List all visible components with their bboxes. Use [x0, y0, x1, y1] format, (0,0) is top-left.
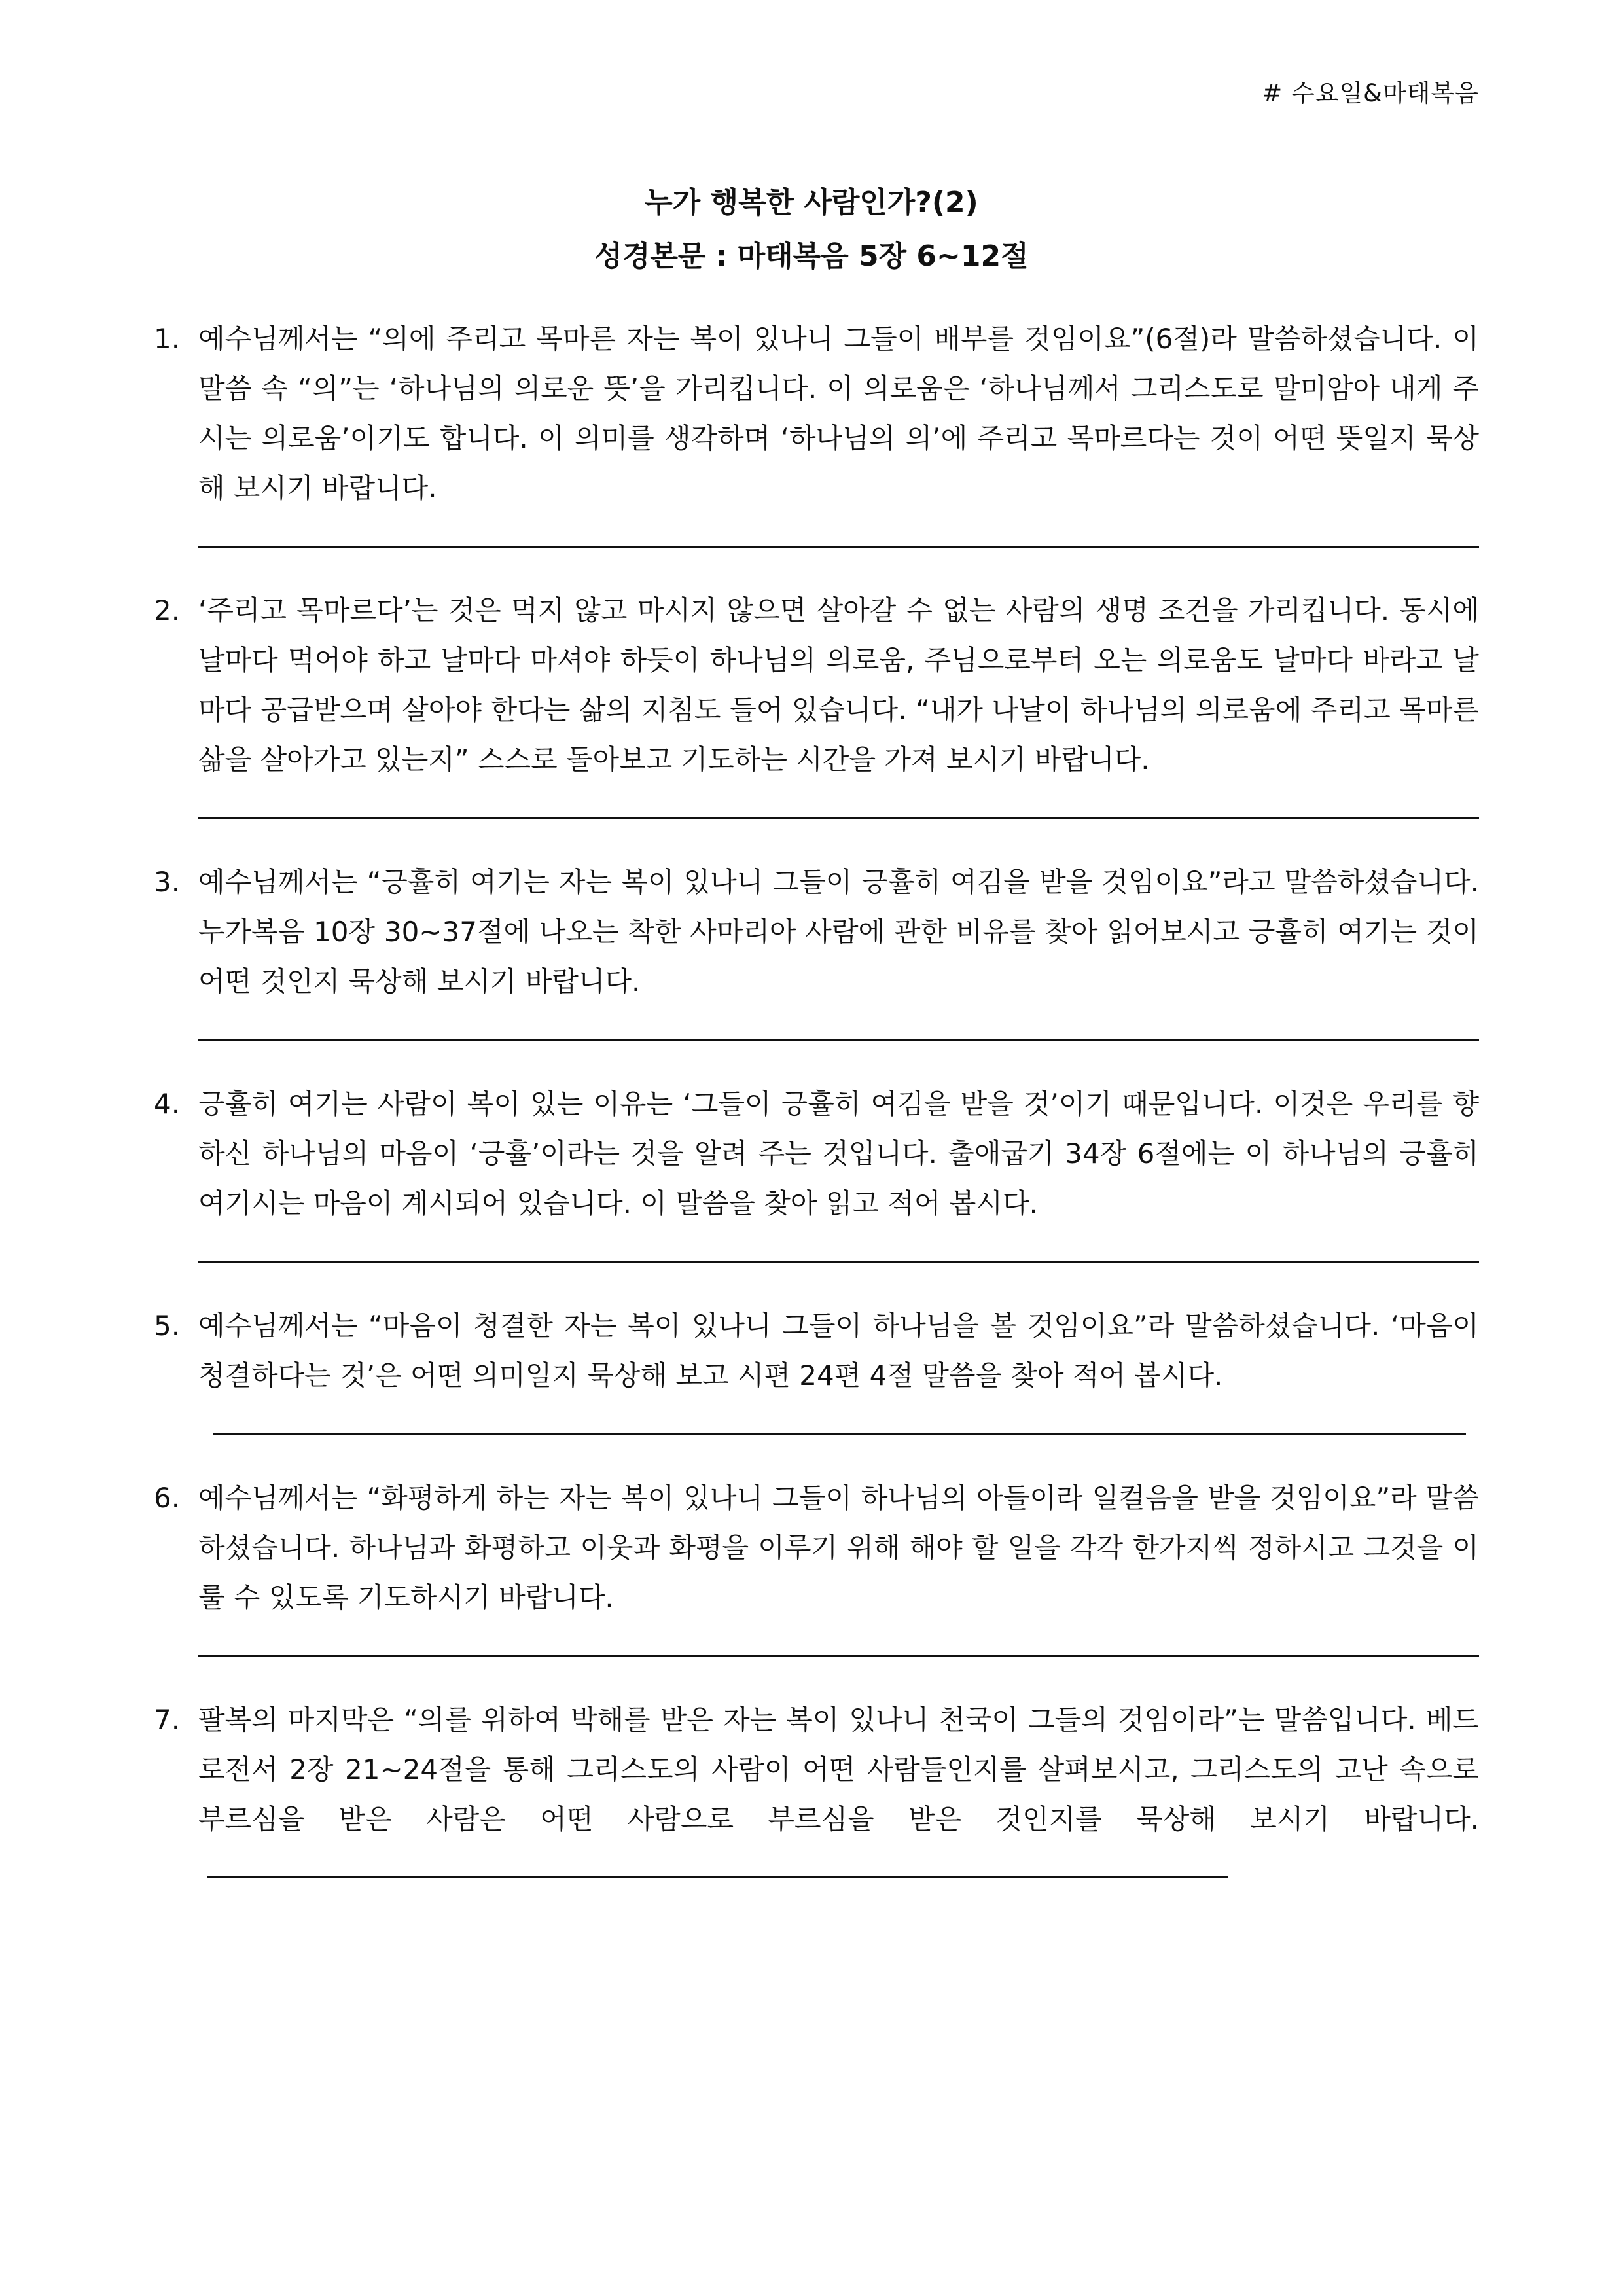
answer-line[interactable] — [198, 817, 1479, 819]
question-text: ‘주리고 목마르다’는 것은 먹지 않고 마시지 않으면 살아갈 수 없는 사람의 생명 조건을 가리킵니다. 동시에 날마다 먹어야 하고 날마다 마셔야 하듯이 하나님의 의로움, 주님으로부터 오는 의로움도 날마다 바라고 날마다 공급받으며 살아야 한다는 삶의 지침도 들어 있습니다. “내가 나날이 하나님의 의로움에 주리고 목마른 삶을 살아가고 있는지” 스스로 돌아보고 기도하는 시간을 가져 보시기 바랍니다. — [198, 594, 1479, 776]
question-text-content: 팔복의 마지막은 “의를 위하여 박해를 받은 자는 복이 있나니 천국이 그들의 것임이라”는 말씀입니다. 베드로전서 2장 21~24절을 통해 그리스도의 사람이 어떤 사람들인지를 살펴보시고, 그리스도의 고난 속으로 부르심을 받은 사람은 어떤 사람으로 부르심을 받은 것인지를 묵상해 보시기 바랍니다. — [198, 1704, 1479, 1835]
question-number: 1. — [154, 323, 181, 355]
answer-line[interactable] — [198, 546, 1479, 548]
question-item — [154, 314, 1479, 513]
question-text: 예수님께서는 “의에 주리고 목마른 자는 복이 있나니 그들이 배부를 것임이요”(6절)라 말씀하셨습니다. 이 말씀 속 “의”는 ‘하나님의 의로운 뜻’을 가리킵니다. 이 의로움은 ‘하나님께서 그리스도로 말미암아 내게 주시는 의로움’이기도 합니다. 이 의미를 생각하며 ‘하나님의 의’에 주리고 목마르다는 것이 어떤 뜻일지 묵상해 보시기 바랍니다. — [198, 323, 1479, 504]
question-item — [154, 586, 1479, 785]
question-number: 7. — [154, 1704, 181, 1736]
page-title: 누가 행복한 사람인가?(2) — [645, 186, 978, 219]
question-item — [154, 1079, 1479, 1229]
question-text: 예수님께서는 “긍휼히 여기는 자는 복이 있나니 그들이 긍휼히 여김을 받을 것임이요”라고 말씀하셨습니다. 누가복음 10장 30~37절에 나오는 착한 사마리아 사람에 관한 비유를 찾아 읽어보시고 긍휼히 여기는 것이 어떤 것인지 묵상해 보시기 바랍니다. — [198, 866, 1479, 997]
scripture-reference: 성경본문 : 마태복음 5장 6~12절 — [594, 240, 1029, 273]
answer-line[interactable] — [198, 1261, 1479, 1263]
answer-line[interactable] — [198, 1655, 1479, 1657]
answer-line-inline[interactable] — [207, 1876, 1228, 1878]
title-block — [0, 183, 1623, 276]
question-list — [154, 314, 1479, 1894]
answer-line[interactable] — [213, 1433, 1466, 1435]
question-text: 예수님께서는 “화평하게 하는 자는 복이 있나니 그들이 하나님의 아들이라 일컬음을 받을 것임이요”라 말씀하셨습니다. 하나님과 화평하고 이웃과 화평을 이루기 위해 해야 할 일을 각각 한가지씩 정하시고 그것을 이룰 수 있도록 기도하시기 바랍니다. — [198, 1482, 1479, 1613]
question-number: 6. — [154, 1482, 181, 1514]
answer-line[interactable] — [198, 1039, 1479, 1041]
question-number: 4. — [154, 1088, 181, 1120]
question-text: 예수님께서는 “마음이 청결한 자는 복이 있나니 그들이 하나님을 볼 것임이요”라 말씀하셨습니다. ‘마음이 청결하다는 것’은 어떤 의미일지 묵상해 보고 시편 24편 4절 말씀을 찾아 적어 봅시다. — [198, 1310, 1479, 1391]
question-number: 2. — [154, 594, 181, 626]
question-number: 5. — [154, 1310, 181, 1342]
question-item — [154, 857, 1479, 1007]
question-item — [154, 1301, 1479, 1401]
question-item — [154, 1473, 1479, 1623]
question-text — [198, 1695, 1479, 1894]
header-tag: # 수요일&마태복음 — [1262, 79, 1479, 107]
question-item — [154, 1695, 1479, 1894]
question-text: 긍휼히 여기는 사람이 복이 있는 이유는 ‘그들이 긍휼히 여김을 받을 것’이기 때문입니다. 이것은 우리를 향하신 하나님의 마음이 ‘긍휼’이라는 것을 알려 주는 것입니다. 출애굽기 34장 6절에는 이 하나님의 긍휼히 여기시는 마음이 계시되어 있습니다. 이 말씀을 찾아 읽고 적어 봅시다. — [198, 1088, 1479, 1219]
question-number: 3. — [154, 866, 181, 898]
